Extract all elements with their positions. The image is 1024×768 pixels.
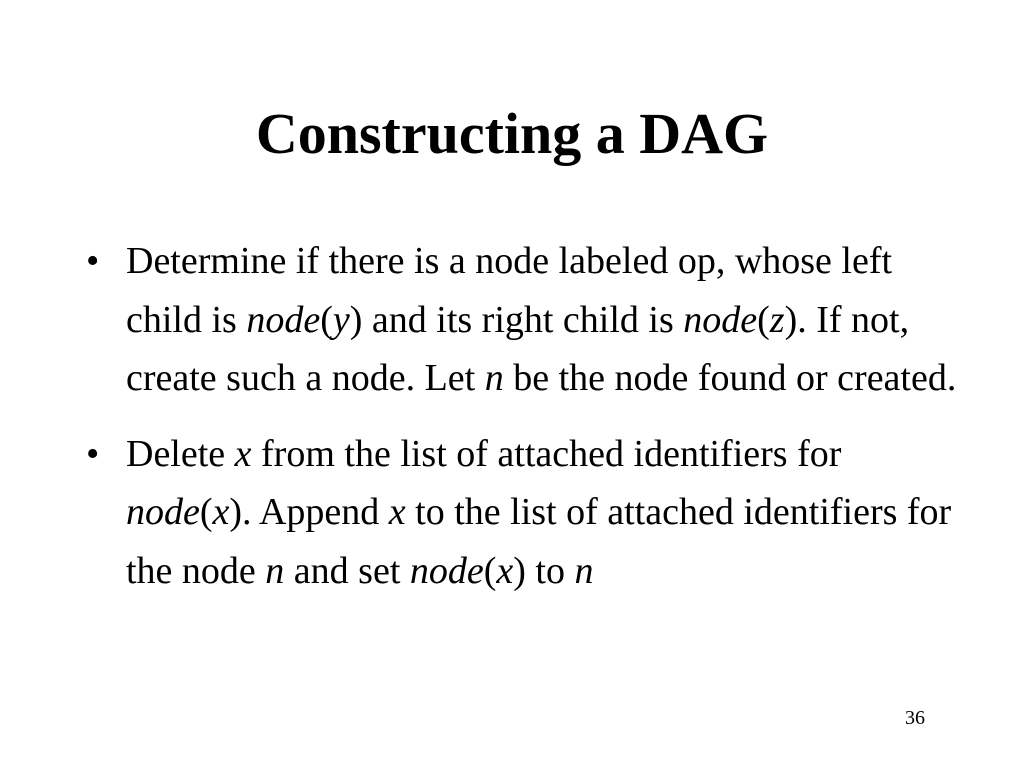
text-segment: ( [199,491,213,533]
italic-text-segment: n [484,357,504,399]
italic-text-segment: node [683,298,758,341]
bullet-text [126,240,956,399]
bullet-list [86,232,966,617]
text-segment: ( [483,549,497,592]
text-segment: Determine if there is a node labeled op, whose left child is [126,240,893,341]
italic-text-segment: node [126,491,200,533]
text-segment: Delete [126,432,235,475]
text-segment: to the list of attached identifiers for the node [126,491,952,592]
bullet-dot-icon: • [86,240,100,282]
text-segment: ) and its right child is [349,298,684,341]
slide-title: Constructing a DAG [255,101,769,166]
text-segment: ). Append [229,491,389,533]
text-segment: be the node found or created. [503,357,957,399]
italic-text-segment: x [212,491,230,533]
text-segment: ). If not, create such a node. Let [126,298,910,399]
italic-text-segment: n [574,549,594,592]
bullet-text [126,433,951,592]
italic-text-segment: node [409,549,484,592]
bullet-item-determine-node [86,232,966,408]
italic-text-segment: x [234,432,252,475]
italic-text-segment: n [265,549,285,592]
text-segment: and set [284,549,410,592]
italic-text-segment: x [496,549,514,592]
bullet-item-delete-x [86,425,966,601]
bullet-dot-icon: • [86,432,100,475]
italic-text-segment: node [246,298,321,341]
text-segment: from the list of attached identifiers for [251,432,842,475]
text-segment: ( [320,298,333,341]
text-segment: ( [757,298,770,341]
text-segment: ) to [513,549,575,592]
italic-text-segment: x [388,491,406,533]
page-number: 36 [905,707,925,729]
italic-text-segment: z [769,298,785,341]
italic-text-segment: y [332,298,350,341]
